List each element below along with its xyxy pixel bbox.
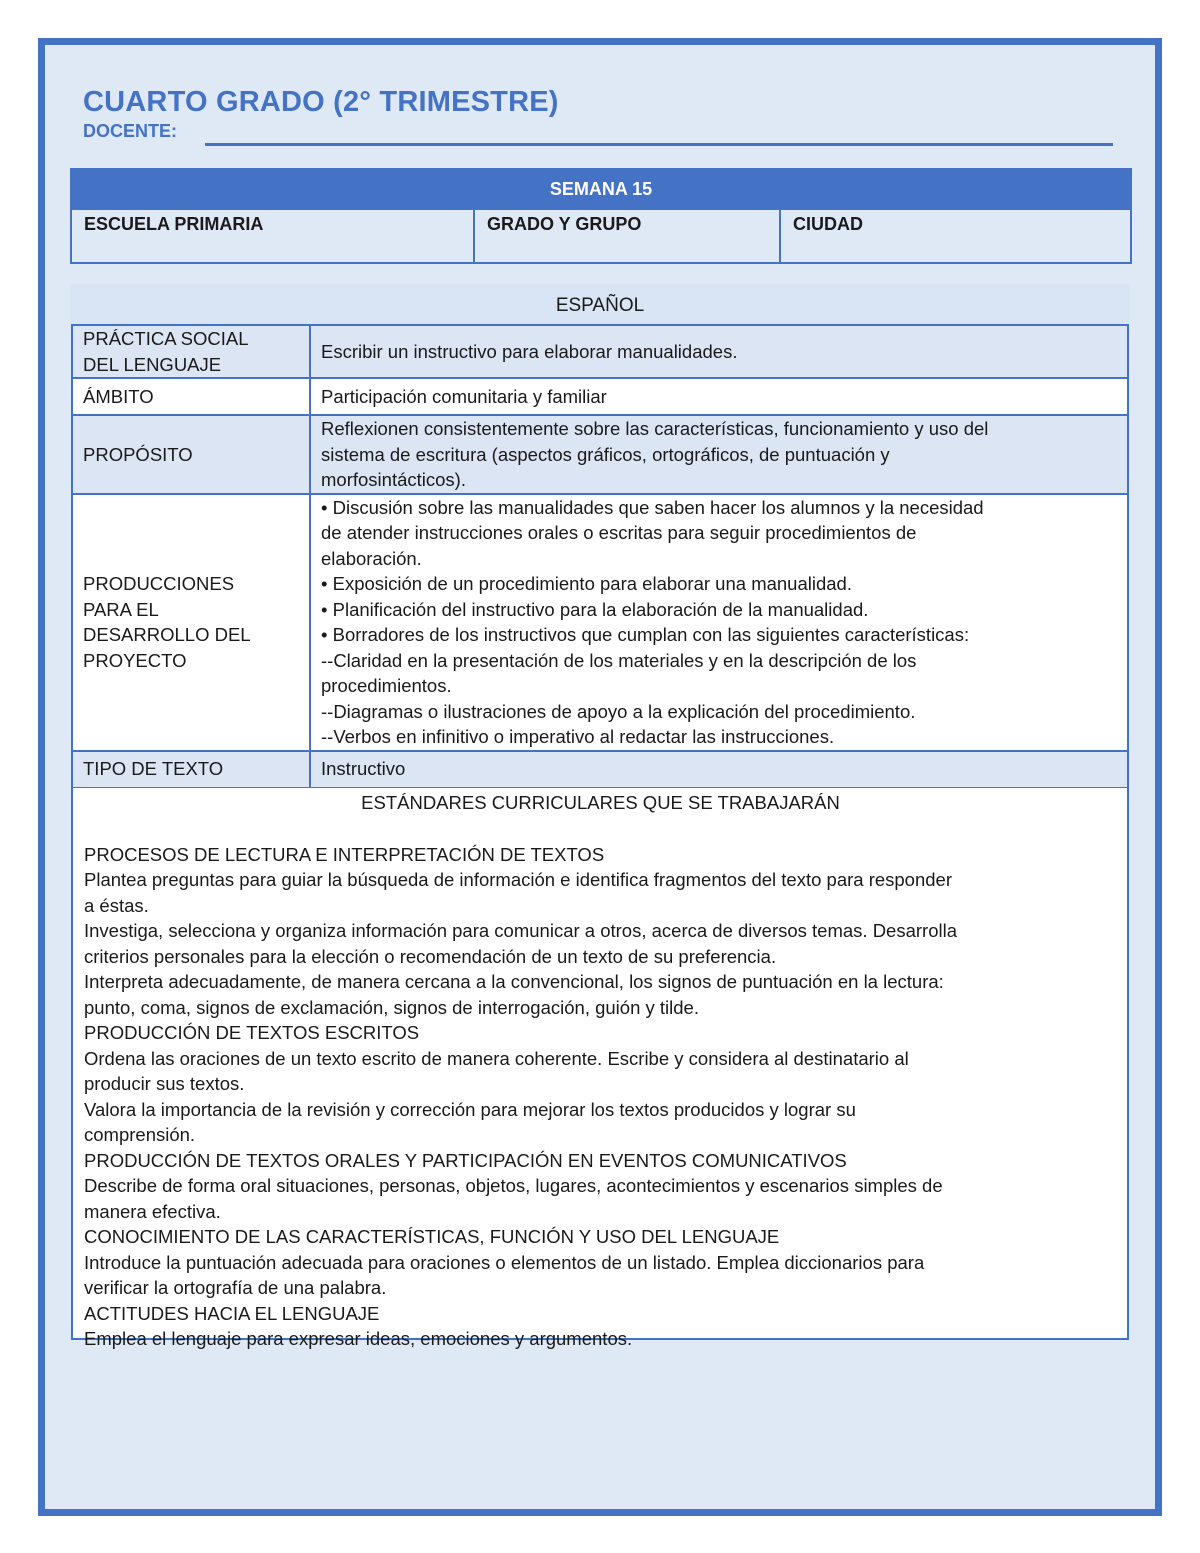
row-label: PROPÓSITO xyxy=(83,443,193,465)
section-heading: ACTITUDES HACIA EL LENGUAJE xyxy=(84,1302,380,1324)
row-value: Escribir un instructivo para elaborar manualidades. xyxy=(321,340,738,362)
section-heading: PRODUCCIÓN DE TEXTOS ORALES Y PARTICIPACIÓN EN EVENTOS COMUNICATIVOS xyxy=(84,1149,847,1171)
section-heading: CONOCIMIENTO DE LAS CARACTERÍSTICAS, FUNCIÓN Y USO DEL LENGUAJE xyxy=(84,1226,780,1247)
row-label: ÁMBITO xyxy=(83,385,154,407)
table-row xyxy=(72,378,1128,415)
paragraph-line: Ordena las oraciones de un texto escrito de manera coherente. Escribe y considera al destinatario al xyxy=(84,1047,909,1069)
spacer xyxy=(84,816,1117,842)
row-label: PRÁCTICA SOCIAL DEL LENGUAJE xyxy=(83,328,249,375)
paragraph-line: Emplea el lenguaje para expresar ideas, emociones y argumentos. xyxy=(84,1328,633,1349)
paragraph-line: a éstas. xyxy=(84,894,149,916)
espanol-heading: ESPAÑOL xyxy=(70,284,1130,324)
grado-grupo-cell: GRADO Y GRUPO xyxy=(474,209,780,263)
semana-heading: SEMANA 15 xyxy=(71,169,1131,209)
ciudad-cell: CIUDAD xyxy=(780,209,1131,263)
paragraph-line: criterios personales para la elección o recomendación de un texto de su preferencia. xyxy=(84,945,777,967)
section-heading: PRODUCCIÓN DE TEXTOS ESCRITOS xyxy=(84,1022,420,1043)
paragraph-line: Describe de forma oral situaciones, personas, objetos, lugares, acontecimientos y escenarios simples de xyxy=(84,1175,943,1196)
paragraph-line: comprensión. xyxy=(84,1124,196,1145)
row-value: Reflexionen consistentemente sobre las características, funcionamiento y uso del sistema de escritura (aspectos gráficos, ortográficos, de puntuación y morfosintácticos). xyxy=(321,418,989,490)
paragraph-line: punto, coma, signos de exclamación, signos de interrogación, guión y tilde. xyxy=(84,996,699,1018)
paragraph-line: Investiga, selecciona y organiza información para comunicar a otros, acerca de diversos temas. Desarrolla xyxy=(84,920,957,941)
estandares-title: ESTÁNDARES CURRICULARES QUE SE TRABAJARÁN xyxy=(361,792,840,813)
row-value: Participación comunitaria y familiar xyxy=(321,385,607,407)
paragraph-line: Valora la importancia de la revisión y corrección para mejorar los textos producidos y lograr su xyxy=(84,1098,856,1120)
paragraph-line: Introduce la puntuación adecuada para oraciones o elementos de un listado. Emplea diccionarios para xyxy=(84,1251,925,1273)
section-heading: PROCESOS DE LECTURA E INTERPRETACIÓN DE TEXTOS xyxy=(84,843,605,865)
paragraph-line: manera efectiva. xyxy=(84,1200,221,1222)
table-row xyxy=(72,751,1128,788)
table-row xyxy=(72,415,1128,494)
row-value: Instructivo xyxy=(321,758,406,780)
page-title: CUARTO GRADO (2° TRIMESTRE) xyxy=(83,86,559,118)
paragraph-line: producir sus textos. xyxy=(84,1073,245,1094)
row-label: TIPO DE TEXTO xyxy=(83,758,224,780)
row-label: PRODUCCIONES PARA EL DESARROLLO DEL PROYECTO xyxy=(83,573,251,671)
table-row xyxy=(72,325,1128,378)
paragraph-line: verificar la ortografía de una palabra. xyxy=(84,1277,387,1298)
paragraph-line: Interpreta adecuadamente, de manera cercana a la convencional, los signos de puntuación en la lectura: xyxy=(84,971,944,992)
row-value: • Discusión sobre las manualidades que saben hacer los alumnos y la necesidad de atender instrucciones orales o escritas para seguir procedimientos de elaboración. • Exposición de un procedimiento para elaborar una manualidad. • Planificación del instructivo para la elaboración de la manualidad. • Borradores de los instructivos que cumplan con las siguientes características: --Claridad en la presentación de los materiales y en la descripción de los procedimientos. --Diagramas o ilustraciones de apoyo a la explicación del procedimiento. --Verbos en infinitivo o imperativo al redactar las instrucciones. xyxy=(321,496,984,747)
escuela-primaria-cell: ESCUELA PRIMARIA xyxy=(71,209,474,263)
docente-label: DOCENTE: xyxy=(83,121,177,141)
docente-blank-line xyxy=(205,143,1113,146)
docente-field xyxy=(83,121,1113,147)
table-row xyxy=(72,494,1128,751)
espanol-table xyxy=(71,324,1129,789)
semana-table xyxy=(70,168,1132,264)
estandares-section xyxy=(71,788,1129,1349)
paragraph-line: Plantea preguntas para guiar la búsqueda de información e identifica fragmentos del texto para responder xyxy=(84,869,953,890)
